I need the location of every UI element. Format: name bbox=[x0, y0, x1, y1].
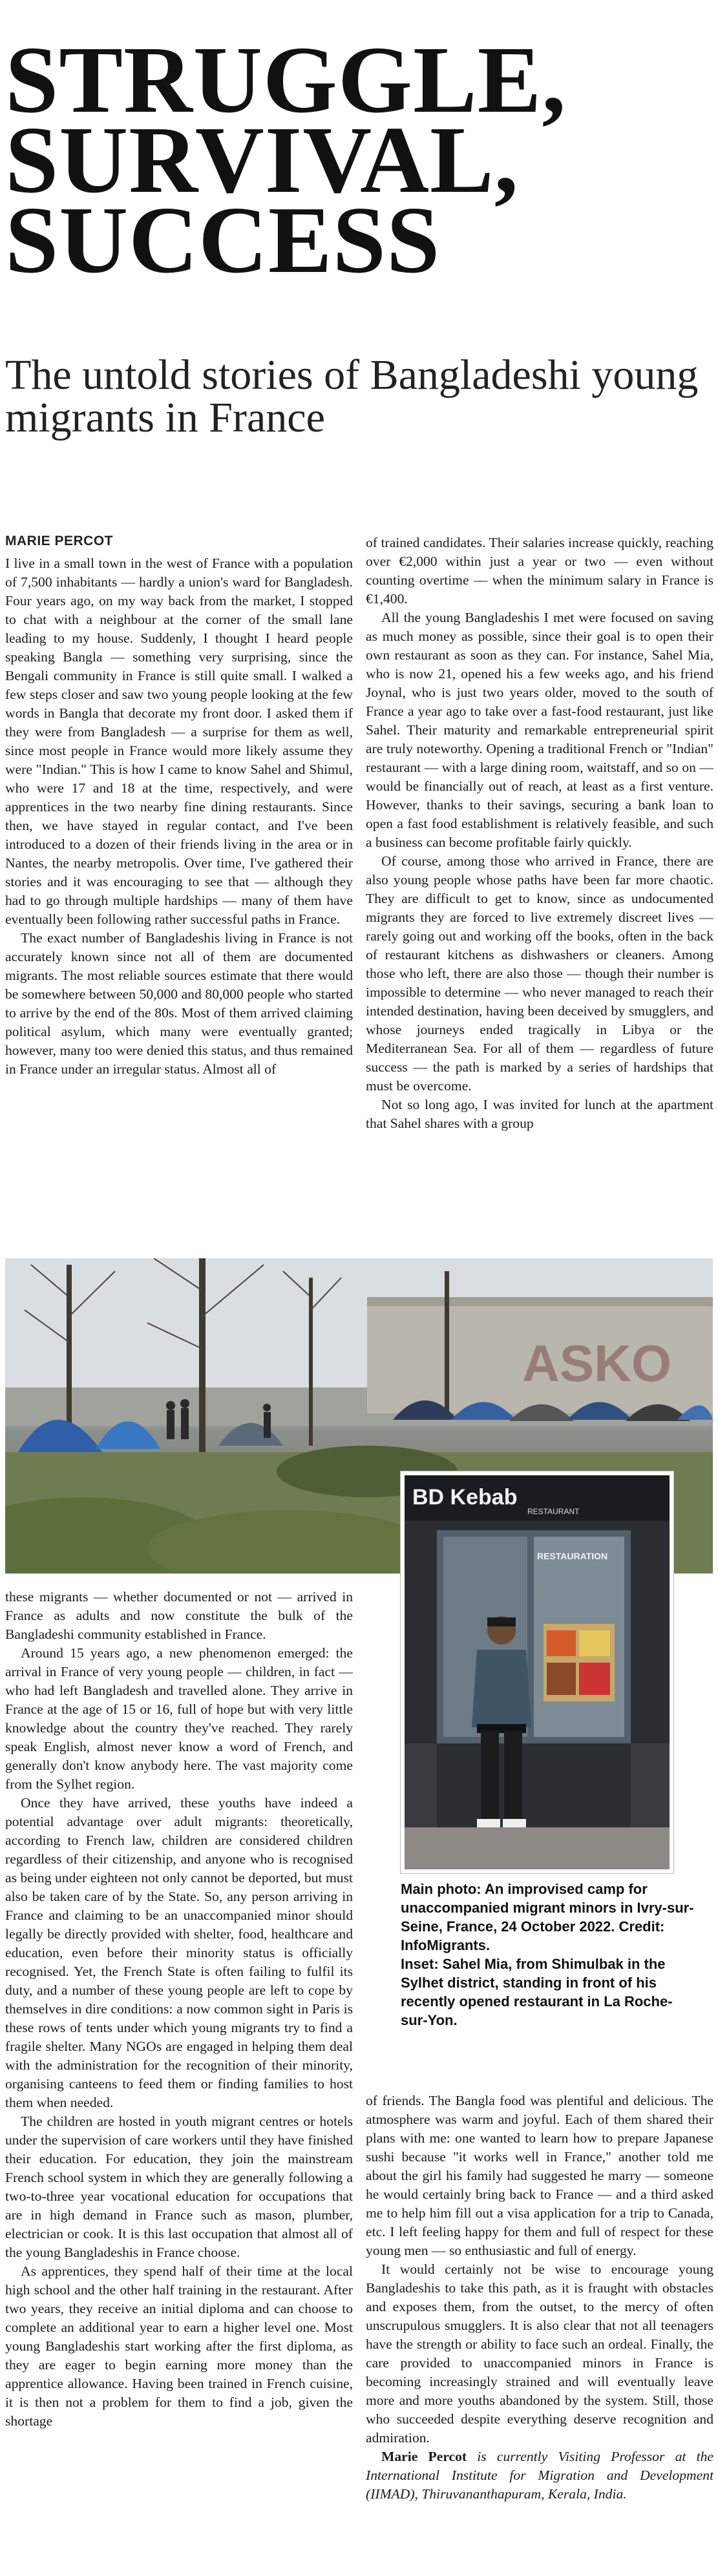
paragraph: All the young Bangladeshis I met were focused on saving as much money as possible, since their goal is to open their own restaurant as soon as they can. For instance, Sahel Mia, who is now 21, opened his a few weeks ago, and his friend Joynal, who is just two years older, moved to the south of France a year ago to take over a fast-food restaurant, just like Sahel. Their maturity and remarkable entrepreneurial spirit are truly noteworthy. Opening a traditional French or "Indian" restaurant — with a large dining room, waitstaff, and so on — would be financially out of reach, at least as a first venture. However, thanks to their savings, securing a bank loan to open a fast food establishment is relatively feasible, and such a business can become profitable fairly quickly. bbox=[366, 610, 713, 850]
paragraph: The exact number of Bangladeshis living in France is not accurately known since not all of them are documented migrants. The most reliable sources estimate that there would be somewhere between 50,000 and 80,000 people who started to arrive by the end of the 80s. Most of them arrived claiming political asylum, which many were eventually granted; however, many too were denied this status, and thus remained in France under an irregular status. Almost all of bbox=[5, 930, 353, 1077]
inset-photo-restaurant bbox=[401, 1471, 673, 1873]
paragraph: Once they have arrived, these youths have indeed a potential advantage over adult migrants: theoretically, according to French law, children are considered children regardless of their citizenship, and anyone who is recognised as being under eighteen not only cannot be deported, but must also be taken care of by the State. So, any person arriving in France and claiming to be an unaccompanied minor should legally be directly provided with shelter, food, healthcare and education, even before their minority status is officially recognised. Yet, the French State is often failing to fulfil its duty, and a number of these young people are left to cope by themselves in dire conditions: a now common sight in Paris is these rows of tents under which young migrants try to find a fragile shelter. Many NGOs are engaged in helping them deal with the administration for the recognition of their minority, organising canteens to feed them or finding families to host them when needed. bbox=[5, 1795, 353, 2110]
paragraph: The children are hosted in youth migrant centres or hotels under the supervision of care workers until they have finished their education. For education, they join the mainstream French school system in which they are generally following a two-to-three year vocational education for occupations that are in high demand in France such as mason, plumber, electrician or cook. It is this last occupation that almost all of the young Bangladeshis in France choose. bbox=[5, 2114, 353, 2260]
photo-caption bbox=[401, 1880, 698, 2030]
paragraph: these migrants — whether documented or not — arrived in France as adults and now constitute the bulk of the Bangladeshi community established in France. bbox=[5, 1589, 353, 1642]
paragraph: Not so long ago, I was invited for lunch at the apartment that Sahel shares with a group bbox=[366, 1097, 713, 1131]
subheadline: The untold stories of Bangladeshi young migrants in France bbox=[5, 351, 699, 441]
article-column-4 bbox=[366, 2092, 713, 2573]
restaurant-sign-sub: RESTAURANT bbox=[527, 1507, 580, 1516]
author-note bbox=[366, 2447, 713, 2504]
restaurant-sign-name: BD Kebab bbox=[412, 1485, 518, 1510]
byline: MARIE PERCOT bbox=[5, 534, 114, 548]
restaurant-illustration bbox=[405, 1475, 670, 1869]
paragraph: Around 15 years ago, a new phenomenon emerged: the arrival in France of very young people — children, in fact — who had left Bangladesh and travelled alone. They arrive in France at the age of 15 or 16, full of hope but with very little knowledge about the country they've reached. They rarely speak English, almost never know a word of French, and generally don't know anybody here. The vast majority come from the Sylhet region. bbox=[5, 1645, 353, 1792]
paragraph: of trained candidates. Their salaries increase quickly, reaching over €2,000 within just a year or two — even without counting overtime — when the minimum salary in France is €1,400. bbox=[366, 535, 713, 607]
paragraph: of friends. The Bangla food was plentiful and delicious. The atmosphere was warm and joyful. Each of them shared their plans with me: one wanted to learn how to prepare Japanese sushi because "it works well in France," another told me about the girl his family had suggested he marry — someone he would certainly bring back to France — and a third asked me to help him fill out a visa application for a trip to Canada, etc. I left feeling happy for them and full of respect for these young men — so enthusiastic and full of energy. bbox=[366, 2093, 713, 2258]
paragraph: Of course, among those who arrived in France, there are also young people whose paths have been far more chaotic. They are difficult to get to know, since as undocumented migrants they are forced to live extremely discreet lives — rarely going out and working off the books, often in the back of restaurant kitchens as dishwashers or cleaners. Among those who left, there are also those — though their number is impossible to determine — who never managed to reach their intended destination, having been deceived by smugglers, and whose journeys ended tragically in Libya or the Mediterranean Sea. For all of them — regardless of future success — the path is marked by a series of hardships that must be overcome. bbox=[366, 853, 713, 1094]
headline-line: SUCCESS bbox=[5, 187, 441, 293]
caption-inset: Inset: Sahel Mia, from Shimulbak in the Sylhet district, standing in front of his recently opened restaurant in La Roche-sur-Yon. bbox=[401, 1956, 673, 2028]
headline bbox=[5, 27, 713, 293]
paragraph: As apprentices, they spend half of their time at the local high school and the other half training in the restaurant. After two years, they receive an initial diploma and can choose to complete an additional year to earn a higher level one. Most young Bangladeshis start working after the first diploma, as they are eager to begin earning more money than the apprentice allowance. Having been trained in French cuisine, it is then not a problem for them to find a job, given the shortage bbox=[5, 2263, 353, 2429]
paragraph: I live in a small town in the west of France with a population of 7,500 inhabitants — hardly a union's ward for Bangladesh. Four years ago, on my way back from the market, I stopped to chat with a neighbour at the corner of the small lane leading to my house. Suddenly, I thought I heard people speaking Bangla — something very surprising, since the Bengali community in France is still quite small. I walked a few steps closer and saw two young people looking at the few words in Bangla that decorate my front door. I asked them if they were from Bangladesh — a surprise for them as well, since most people in France would more likely assume they were "Indian." This is how I came to know Sahel and Shimul, who were 17 and 18 at the time, respectively, and were apprentices in the two nearby fine dining restaurants. Since then, we have stayed in regular contact, and I've been introduced to a dozen of their friends living in the area or in Nantes, the nearby metropolis. Over time, I've gathered their stories and it was encouraging to see that — although they had to go through multiple hardships — many of them have eventually been following rather successful paths in France. bbox=[5, 556, 353, 927]
paragraph: It would certainly not be wise to encourage young Bangladeshis to take this path, as it is fraught with obstacles and exposes them, from the outset, to the mercy of often unscrupulous smugglers. It is also clear that not all teenagers have the strength or ability to face such an ordeal. Finally, the care provided to unaccompanied minors in France is becoming increasingly strained and will eventually leave more and more youths abandoned by the system. Still, those who succeeded despite everything deserve recognition and admiration. bbox=[366, 2261, 713, 2446]
author-bio: is currently Visiting Professor at the International Institute for Migration and Development (IIMAD), Thiruvananthapuram, Kerala, India. bbox=[366, 2449, 713, 2502]
window-text: RESTAURATION bbox=[537, 1551, 608, 1561]
caption-main: Main photo: An improvised camp for unaccompanied migrant minors in Ivry-sur-Seine, France, 24 October 2022. Credit: InfoMigrants. bbox=[401, 1881, 694, 1953]
graffiti-text: ASKO bbox=[522, 1335, 672, 1392]
author-name: Marie Percot bbox=[381, 2449, 467, 2464]
headline-line: SURVIVAL, bbox=[5, 107, 519, 213]
article-column-2 bbox=[366, 534, 713, 1252]
headline-line: STRUGGLE, bbox=[5, 27, 567, 133]
article-column-3 bbox=[5, 1588, 353, 2573]
article-column-1 bbox=[5, 554, 353, 1252]
